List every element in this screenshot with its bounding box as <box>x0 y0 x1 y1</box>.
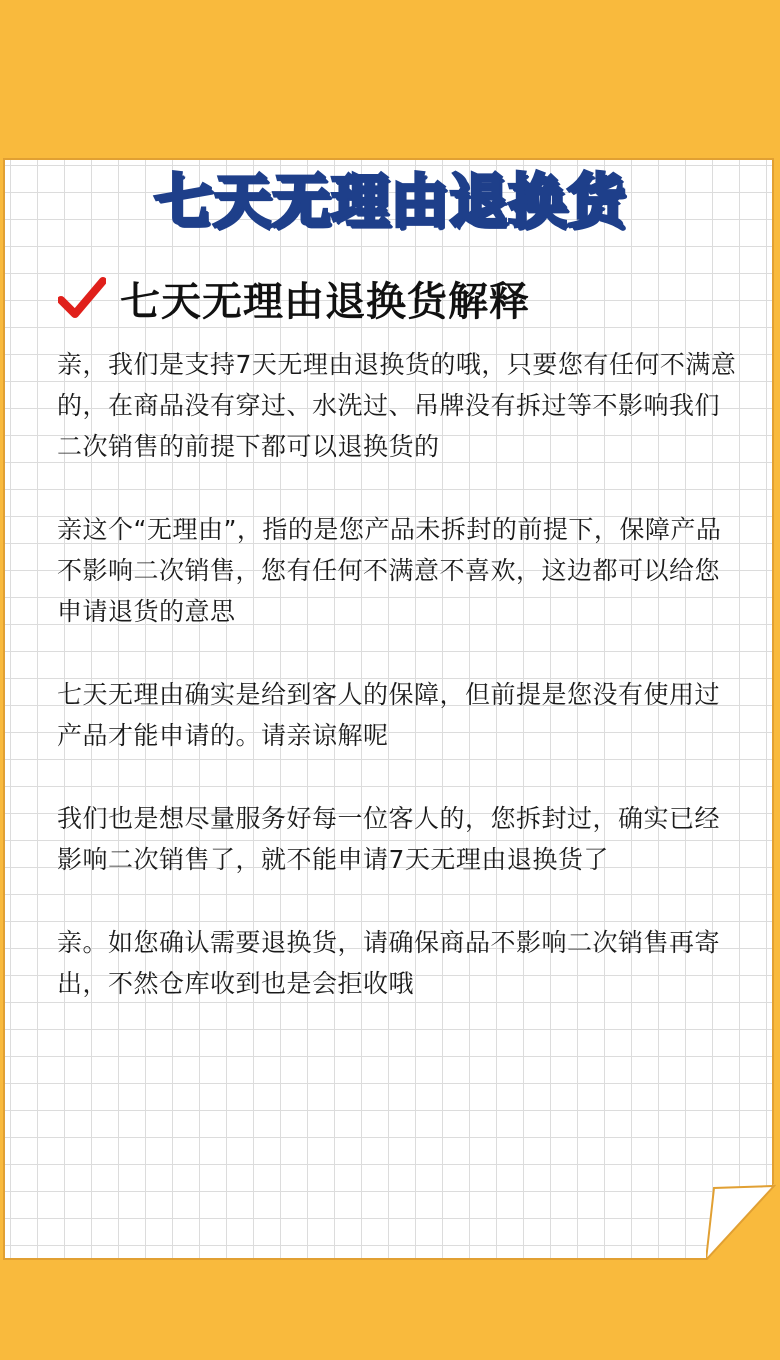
paragraph: 我们也是想尽量服务好每一位客人的，您拆封过，确实已经影响二次销售了，就不能申请7天无理由退换货了 <box>57 804 721 874</box>
subtitle-row <box>58 268 530 328</box>
paragraph: 亲，我们是支持7天无理由退换货的哦，只要您有任何不满意的，在商品没有穿过、水洗过、吊牌没有拆过等不影响我们二次销售的前提下都可以退换货的 <box>57 350 737 461</box>
paragraph: 七天无理由确实是给到客人的保障，但前提是您没有使用过产品才能申请的。请亲谅解呢 <box>57 680 721 750</box>
explanation-body <box>57 344 737 1046</box>
checkmark-icon <box>58 276 106 320</box>
page-curl-corner <box>706 1184 776 1260</box>
paragraph: 亲这个“无理由”，指的是您产品未拆封的前提下，保障产品不影响二次销售，您有任何不满意不喜欢，这边都可以给您申请退货的意思 <box>57 515 722 626</box>
section-heading: 七天无理由退换货解释 <box>120 278 530 325</box>
page-title: 七天无理由退换货 <box>153 167 626 235</box>
paragraph: 亲。如您确认需要退换货，请确保商品不影响二次销售再寄出，不然仓库收到也是会拒收哦 <box>57 928 721 998</box>
